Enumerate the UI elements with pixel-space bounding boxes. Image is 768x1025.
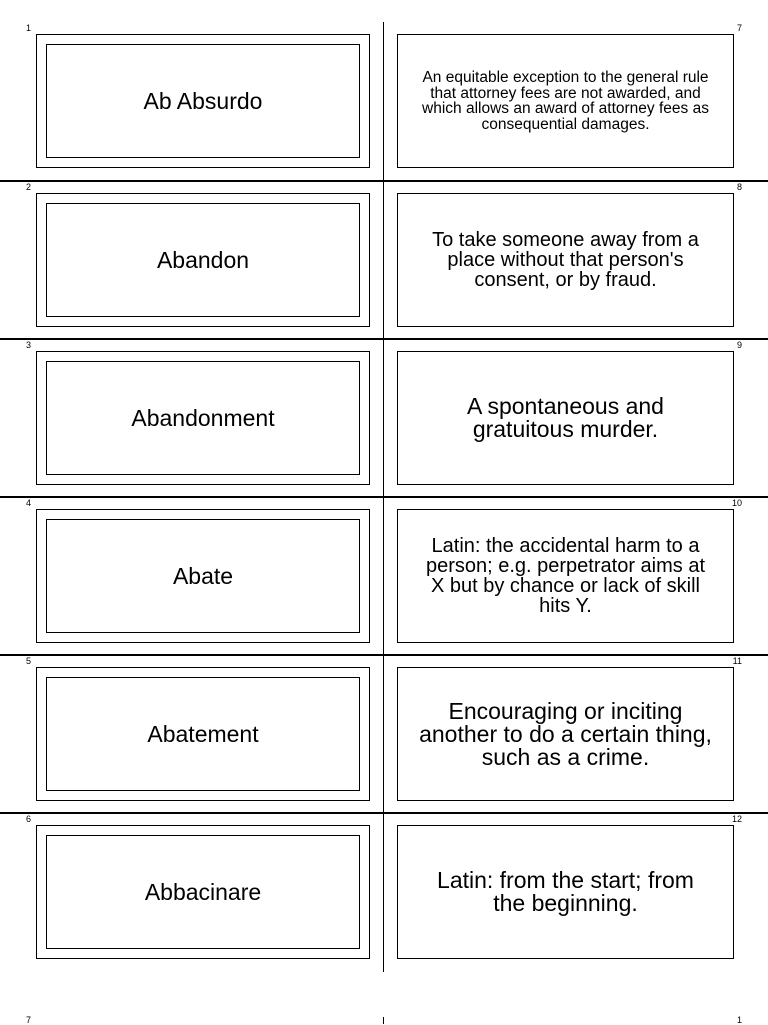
card-definition: A spontaneous and gratuitous murder.	[467, 393, 664, 442]
term-frame-inner	[46, 203, 360, 317]
term-frame-inner	[46, 44, 360, 158]
card-number: 6	[26, 814, 32, 824]
term-frame-outer	[36, 825, 370, 959]
term-card	[0, 655, 384, 813]
term-frame-outer	[36, 34, 370, 168]
definition-box	[397, 351, 734, 485]
card-term: Abandon	[156, 246, 250, 273]
definition-card	[384, 22, 768, 180]
vertical-cut-line-next	[383, 1017, 384, 1024]
definition-card	[384, 339, 768, 497]
card-term: Abate	[172, 562, 234, 589]
card-number: 5	[26, 656, 32, 666]
card-term: Abatement	[147, 720, 259, 747]
card-number: 12	[731, 814, 742, 824]
card-number: 7	[736, 23, 742, 33]
card-term: Ab Absurdo	[143, 87, 263, 114]
term-card	[0, 22, 384, 180]
card-number: 4	[26, 498, 32, 508]
term-card	[0, 339, 384, 497]
next-page-card-number: 7	[26, 1015, 32, 1025]
definition-box	[397, 825, 734, 959]
term-frame-inner	[46, 677, 360, 791]
term-frame-inner	[46, 519, 360, 633]
card-definition: Encouraging or inciting another to do a certain thing, such as a crime.	[419, 697, 712, 770]
card-definition: Latin: from the start; from the beginning.	[437, 867, 694, 916]
card-number: 11	[732, 656, 742, 666]
card-number: 1	[26, 23, 32, 33]
next-page-card-number: 1	[736, 1015, 742, 1025]
card-number: 2	[26, 182, 32, 192]
term-card	[0, 497, 384, 655]
term-card	[0, 181, 384, 339]
definition-card	[384, 655, 768, 813]
definition-box	[397, 509, 734, 643]
card-number: 8	[736, 182, 742, 192]
term-frame-outer	[36, 667, 370, 801]
card-number: 3	[26, 340, 32, 350]
term-card	[0, 813, 384, 971]
term-frame-outer	[36, 351, 370, 485]
term-frame-inner	[46, 361, 360, 475]
card-term: Abandonment	[131, 404, 275, 431]
definition-card	[384, 813, 768, 971]
definition-card	[384, 181, 768, 339]
definition-box	[397, 667, 734, 801]
card-definition: Latin: the accidental harm to a person; e.g. perpetrator aims at X but by chance or lack of skill hits Y.	[425, 535, 706, 617]
card-term: Abbacinare	[144, 878, 262, 905]
definition-box	[397, 193, 734, 327]
card-number: 9	[736, 340, 742, 350]
card-definition: To take someone away from a place without that person's consent, or by fraud.	[432, 229, 699, 291]
definition-box	[397, 34, 734, 168]
card-number: 10	[731, 498, 742, 508]
definition-card	[384, 497, 768, 655]
term-frame-inner	[46, 835, 360, 949]
card-definition: An equitable exception to the general rule that attorney fees are not awarded, and which allows an award of attorney fees as consequential damages.	[422, 69, 709, 133]
term-frame-outer	[36, 509, 370, 643]
term-frame-outer	[36, 193, 370, 327]
